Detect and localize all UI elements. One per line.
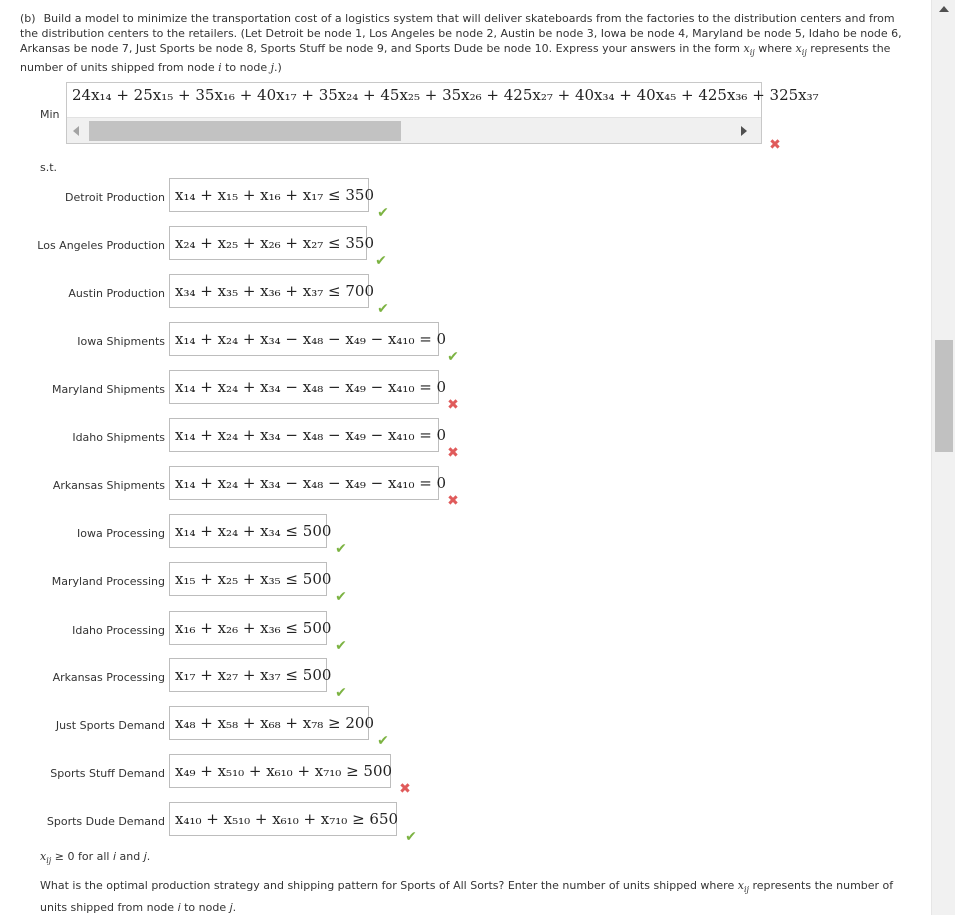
constraint-input[interactable]: x₁₄ + x₂₄ + x₃₄ − x₄₈ − x₄₉ − x₄₁₀ = 0: [169, 418, 439, 452]
cross-icon: ✖: [399, 781, 411, 797]
constraint-input[interactable]: x₄₁₀ + x₅₁₀ + x₆₁₀ + x₇₁₀ ≥ 650: [169, 802, 397, 836]
constraint-input[interactable]: x₁₄ + x₂₄ + x₃₄ ≤ 500: [169, 514, 327, 548]
scroll-up-arrow-icon[interactable]: [939, 6, 949, 12]
check-icon: ✔: [335, 541, 347, 557]
constraint-label: Sports Stuff Demand: [50, 767, 165, 780]
constraint-input[interactable]: x₁₄ + x₂₄ + x₃₄ − x₄₈ − x₄₉ − x₄₁₀ = 0: [169, 466, 439, 500]
check-icon: ✔: [335, 589, 347, 605]
cross-icon: ✖: [447, 445, 459, 461]
cross-icon: ✖: [447, 493, 459, 509]
constraint-label: Arkansas Shipments: [52, 479, 165, 492]
constraint-row: [0, 178, 500, 221]
xij-symbol: $x_{ij}$: [743, 42, 755, 58]
problem-intro: [20, 11, 915, 75]
part-label: (b): [20, 12, 36, 25]
check-icon: ✔: [335, 638, 347, 654]
constraint-input[interactable]: x₁₅ + x₂₅ + x₃₅ ≤ 500: [169, 562, 327, 596]
cross-icon: ✖: [769, 137, 781, 153]
check-icon: ✔: [377, 301, 389, 317]
xij-symbol: $x_{ij}$: [737, 879, 749, 895]
check-icon: ✔: [377, 205, 389, 221]
constraint-input[interactable]: x₁₄ + x₂₄ + x₃₄ − x₄₈ − x₄₉ − x₄₁₀ = 0: [169, 322, 439, 356]
cross-icon: ✖: [447, 397, 459, 413]
question-text: What is the optimal production strategy and shipping pattern for Sports of All Sorts? Enter the number of units shipped where $x_{ij}$ represents the number of units shipped from node i to node j.: [40, 879, 894, 915]
constraint-row: [0, 274, 500, 317]
horizontal-scroll-thumb[interactable]: [89, 121, 401, 141]
subject-to-label: s.t.: [40, 161, 58, 174]
vertical-scroll-thumb[interactable]: [935, 340, 953, 452]
constraint-label: Maryland Processing: [51, 575, 165, 588]
constraint-label: Sports Dude Demand: [46, 815, 165, 828]
constraint-row: [0, 466, 500, 509]
constraint-row: [0, 514, 500, 557]
intro-text-5: .): [274, 61, 282, 75]
constraint-row: [0, 562, 500, 605]
constraint-label: Austin Production: [68, 287, 165, 300]
objective-expression[interactable]: 24x₁₄ + 25x₁₅ + 35x₁₆ + 40x₁₇ + 35x₂₄ + 45x₂₅ + 35x₂₆ + 425x₂₇ + 40x₃₄ + 40x₄₅ + 425x₃₆ + 325x₃₇: [72, 86, 819, 104]
constraint-label: Los Angeles Production: [37, 239, 165, 252]
constraint-label: Detroit Production: [65, 191, 165, 204]
constraint-row: [0, 418, 500, 461]
constraint-row: [0, 226, 500, 269]
xij-symbol: $x_{ij}$: [795, 42, 807, 58]
scroll-right-arrow-icon[interactable]: [741, 126, 747, 136]
var-i: i: [218, 61, 222, 75]
constraint-input[interactable]: x₁₄ + x₂₄ + x₃₄ − x₄₈ − x₄₉ − x₄₁₀ = 0: [169, 370, 439, 404]
constraint-label: Arkansas Processing: [52, 671, 165, 684]
objective-field[interactable]: [66, 82, 819, 144]
constraint-row: [0, 802, 500, 845]
constraint-label: Just Sports Demand: [55, 719, 165, 732]
var-j: j: [270, 61, 275, 75]
constraint-label: Iowa Shipments: [77, 335, 165, 348]
constraint-input[interactable]: x₁₇ + x₂₇ + x₃₇ ≤ 500: [169, 658, 327, 692]
intro-text-4: to node: [221, 61, 271, 75]
check-icon: ✔: [335, 685, 347, 701]
scroll-left-arrow-icon[interactable]: [73, 126, 79, 136]
constraint-label: Idaho Shipments: [72, 431, 165, 444]
objective-label: Min: [40, 108, 60, 121]
nonnegativity-note: $x_{ij} \ge 0$ for all i and j.: [40, 850, 151, 866]
constraint-row: [0, 322, 500, 365]
constraint-input[interactable]: x₄₉ + x₅₁₀ + x₆₁₀ + x₇₁₀ ≥ 500: [169, 754, 391, 788]
constraint-row: [0, 754, 500, 797]
check-icon: ✔: [405, 829, 417, 845]
constraint-row: [0, 611, 500, 654]
check-icon: ✔: [377, 733, 389, 749]
constraint-label: Idaho Processing: [72, 624, 165, 637]
check-icon: ✔: [447, 349, 459, 365]
constraint-input[interactable]: x₂₄ + x₂₅ + x₂₆ + x₂₇ ≤ 350: [169, 226, 367, 260]
constraint-label: Iowa Processing: [77, 527, 165, 540]
constraint-input[interactable]: x₃₄ + x₃₅ + x₃₆ + x₃₇ ≤ 700: [169, 274, 369, 308]
objective-horizontal-scrollbar[interactable]: [67, 117, 761, 143]
intro-text-3: represents the number of units shipped from node: [20, 42, 891, 75]
constraint-row: [0, 370, 500, 413]
constraint-input[interactable]: x₄₈ + x₅₈ + x₆₈ + x₇₈ ≥ 200: [169, 706, 369, 740]
intro-text-1: Build a model to minimize the transportation cost of a logistics system that will deliver skateboards from the factories to the distribution centers and from the distribution centers to the retailers. (Let Detroit be node 1, Los Angeles be node 2, Austin be node 3, Iowa be node 4, Maryland be node 5, Idaho be node 6, Arkansas be node 7, Just Sports be node 8, Sports Stuff be node 9, and Sports Dude be node 10. Express your answers in the form: [20, 12, 902, 55]
intro-text-2: where: [754, 42, 796, 55]
check-icon: ✔: [375, 253, 387, 269]
constraint-input[interactable]: x₁₄ + x₁₅ + x₁₆ + x₁₇ ≤ 350: [169, 178, 369, 212]
xij-symbol: $x_{ij}$: [40, 850, 52, 866]
constraint-input[interactable]: x₁₆ + x₂₆ + x₃₆ ≤ 500: [169, 611, 327, 645]
vertical-scrollbar[interactable]: [931, 0, 955, 915]
constraint-label: Maryland Shipments: [51, 383, 165, 396]
constraint-row: [0, 706, 500, 749]
constraint-row: [0, 658, 500, 701]
